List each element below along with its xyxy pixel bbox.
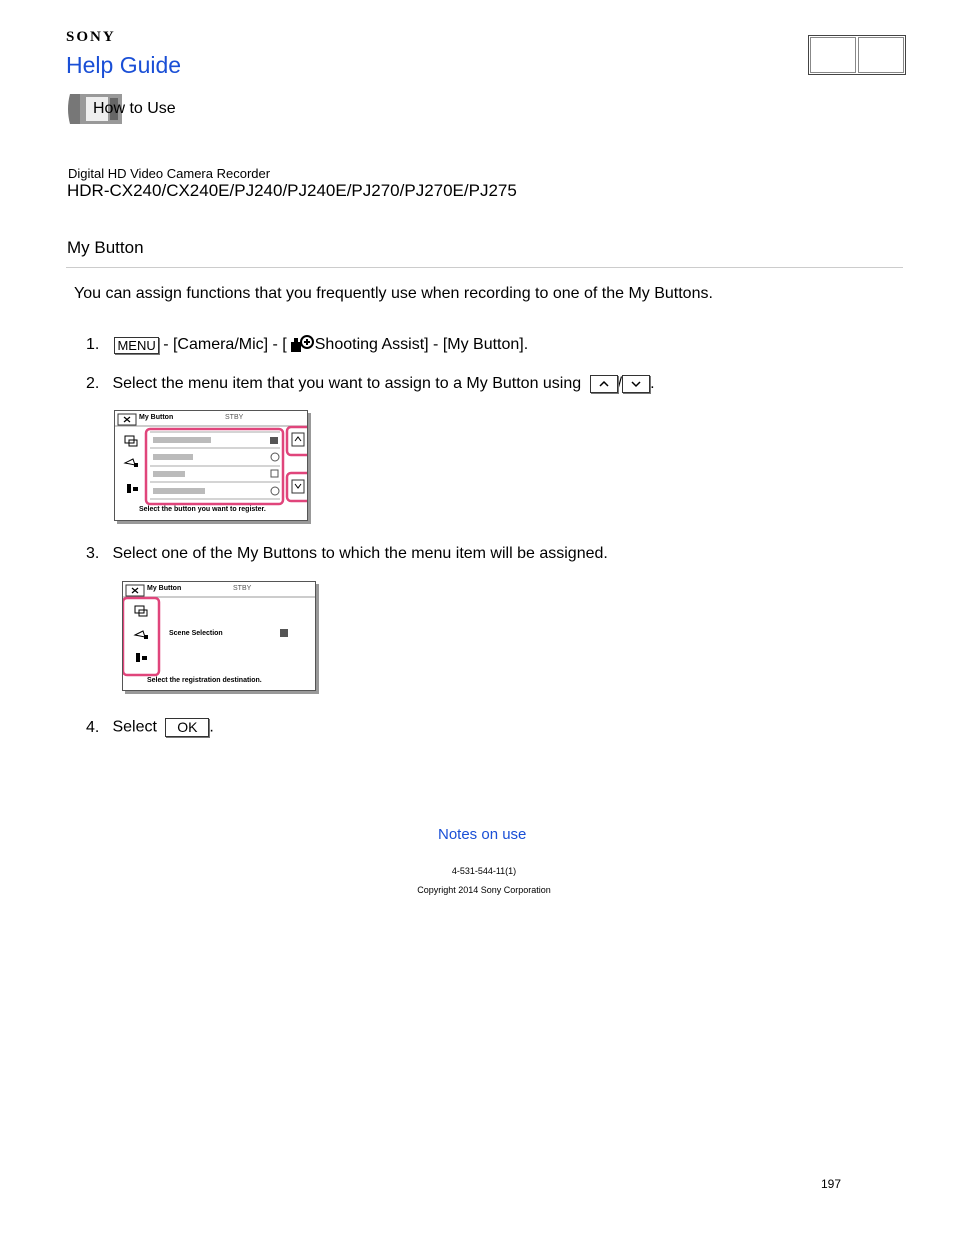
copyright: Copyright 2014 Sony Corporation	[417, 885, 551, 895]
step-number: 1.	[86, 336, 100, 354]
breadcrumb-how-to-use[interactable]: How to Use	[93, 100, 176, 117]
screen-2-status: STBY	[233, 585, 252, 592]
step-1-text-a: - [Camera/Mic] - [	[163, 336, 287, 354]
step-number: 3.	[86, 545, 100, 562]
screen-1-title: My Button	[139, 414, 174, 421]
step-1	[86, 334, 528, 356]
chevron-down-icon	[623, 376, 649, 392]
down-arrow-key	[622, 375, 650, 393]
step-4-text: Select	[112, 718, 157, 736]
step-2-text: Select the menu item that you want to assign to a My Button using	[112, 375, 582, 393]
next-page-button[interactable]	[858, 37, 904, 73]
screen-2-item: Scene Selection	[169, 630, 223, 637]
prev-page-button[interactable]	[810, 37, 856, 73]
screen-2-footer: Select the registration destination.	[147, 677, 262, 684]
arrow-separator: /	[617, 375, 623, 393]
product-type: Digital HD Video Camera Recorder	[68, 166, 271, 181]
ok-key: OK	[165, 718, 209, 737]
page-nav	[808, 35, 906, 75]
step-3-text: Select one of the My Buttons to which the menu item will be assigned.	[112, 545, 608, 562]
step-3	[86, 545, 608, 563]
step-4-end: .	[209, 718, 214, 736]
menu-key: MENU	[114, 337, 158, 354]
step-1-text-b: Shooting Assist] - [My Button].	[314, 336, 529, 354]
doc-id: 4-531-544-11(1)	[451, 866, 517, 876]
screen-2-title: My Button	[147, 585, 182, 592]
screen-my-button-list	[114, 410, 308, 521]
chevron-up-icon	[591, 376, 617, 392]
title-divider	[66, 267, 903, 268]
help-guide-title[interactable]: Help Guide	[66, 52, 182, 78]
product-models: HDR-CX240/CX240E/PJ240/PJ240E/PJ270/PJ270E/PJ275	[67, 181, 517, 200]
intro-text: You can assign functions that you frequently use when recording to one of the My Buttons.	[74, 285, 713, 302]
step-4	[86, 718, 214, 737]
page-title: My Button	[67, 238, 144, 257]
screen-1-art	[115, 411, 307, 520]
shooting-assist-icon	[287, 334, 315, 356]
step-number: 2.	[86, 375, 100, 393]
screen-registration-destination	[122, 581, 316, 691]
screen-1-footer: Select the button you want to register.	[139, 506, 266, 513]
sony-logo: SONY	[66, 29, 116, 45]
step-number: 4.	[86, 718, 100, 736]
page-number: 197	[821, 1177, 842, 1191]
step-2	[86, 375, 655, 393]
notes-on-use-link[interactable]: Notes on use	[438, 826, 527, 843]
up-arrow-key	[590, 375, 618, 393]
step-2-end: .	[650, 375, 655, 393]
screen-1-status: STBY	[225, 414, 244, 421]
